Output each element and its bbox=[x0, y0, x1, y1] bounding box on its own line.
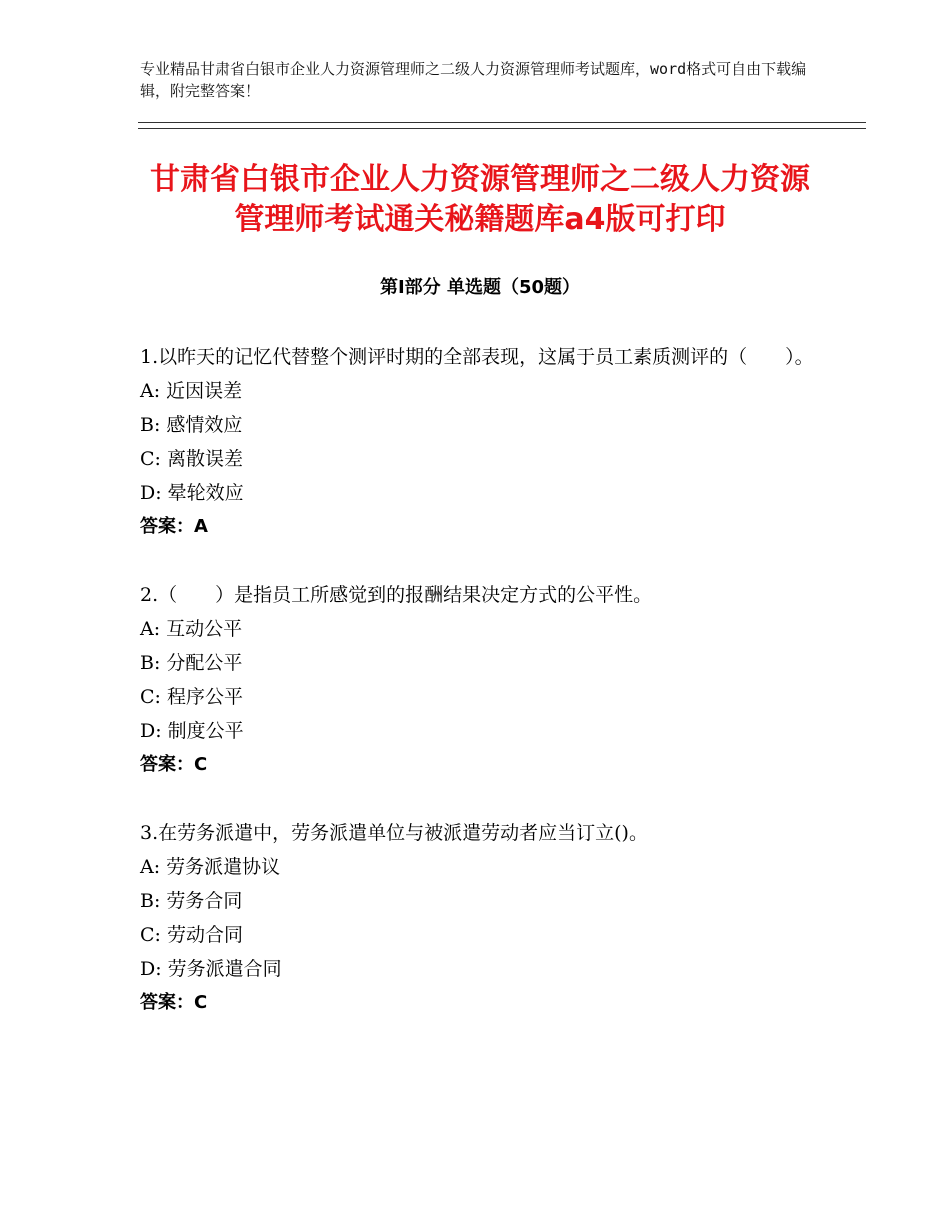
option-d: D: 晕轮效应 bbox=[140, 482, 244, 504]
option-a: A: 互动公平 bbox=[140, 618, 243, 640]
question-stem: 2.（ ）是指员工所感觉到的报酬结果决定方式的公平性。 bbox=[140, 584, 653, 606]
option-d: D: 制度公平 bbox=[140, 720, 244, 742]
answer: 答案：C bbox=[140, 992, 208, 1013]
question-2 bbox=[140, 578, 820, 782]
header-note: 专业精品甘肃省白银市企业人力资源管理师之二级人力资源管理师考试题库，word格式可自由下载编辑，附完整答案！ bbox=[140, 60, 807, 100]
question-stem: 3.在劳务派遣中，劳务派遣单位与被派遣劳动者应当订立()。 bbox=[140, 822, 648, 844]
answer: 答案：C bbox=[140, 754, 208, 775]
question-stem: 1.以昨天的记忆代替整个测评时期的全部表现，这属于员工素质测评的（ ）。 bbox=[140, 346, 814, 368]
question-1 bbox=[140, 340, 820, 544]
option-c: C: 程序公平 bbox=[140, 686, 243, 708]
option-c: C: 离散误差 bbox=[140, 448, 243, 470]
option-b: B: 分配公平 bbox=[140, 652, 243, 674]
option-d: D: 劳务派遣合同 bbox=[140, 958, 282, 980]
option-a: A: 近因误差 bbox=[140, 380, 243, 402]
header-divider bbox=[138, 122, 866, 129]
answer: 答案：A bbox=[140, 516, 208, 537]
option-b: B: 劳务合同 bbox=[140, 890, 243, 912]
option-b: B: 感情效应 bbox=[140, 414, 243, 436]
question-list bbox=[140, 340, 820, 1054]
question-3 bbox=[140, 816, 820, 1020]
option-a: A: 劳务派遣协议 bbox=[140, 856, 281, 878]
option-c: C: 劳动合同 bbox=[140, 924, 243, 946]
section-title: 第Ⅰ部分 单选题（50题） bbox=[379, 277, 580, 298]
document-title: 甘肃省白银市企业人力资源管理师之二级人力资源管理师考试通关秘籍题库a4版可打印 bbox=[150, 162, 810, 237]
